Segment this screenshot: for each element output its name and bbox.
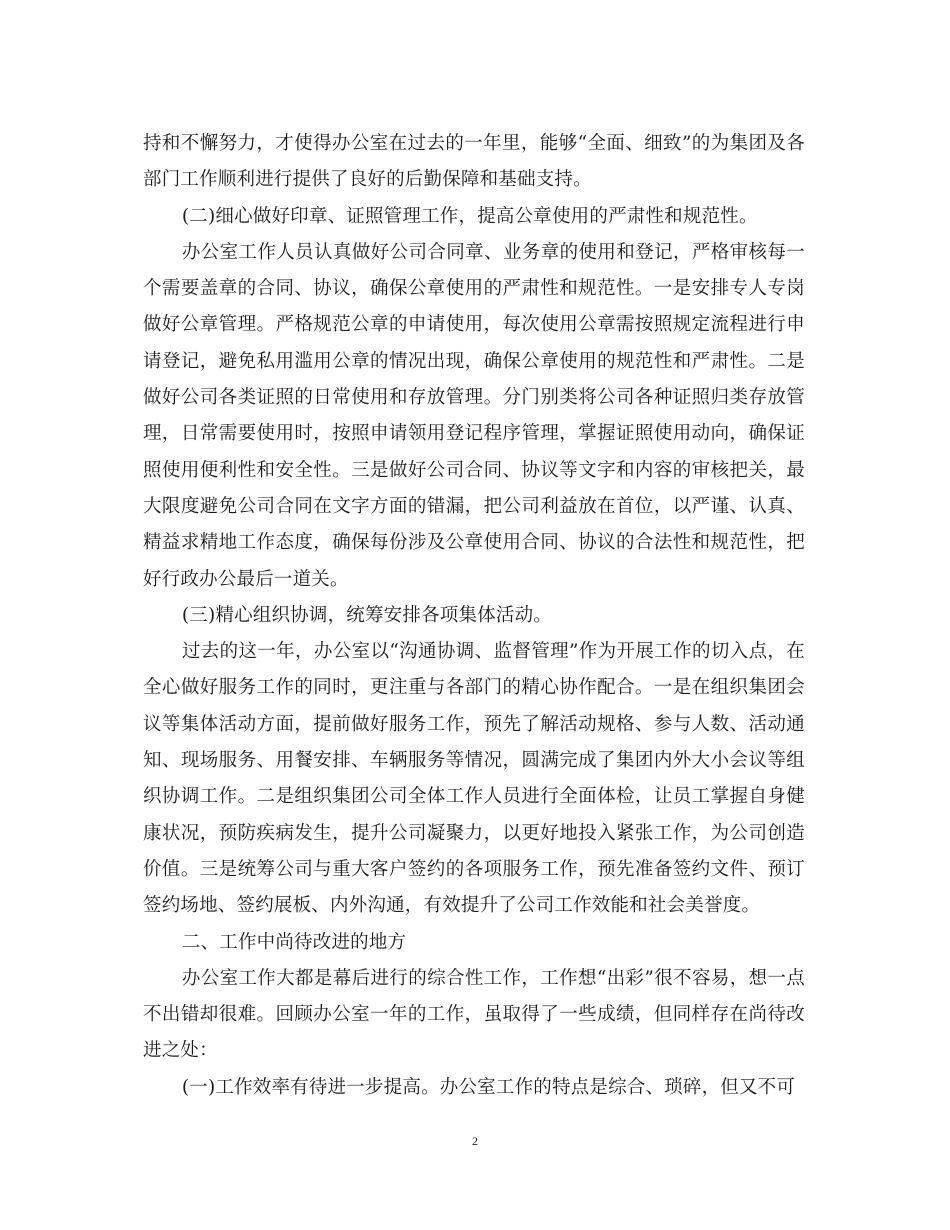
body-text	[143, 126, 805, 1106]
paragraph-improvements-intro: 办公室工作大都是幕后进行的综合性工作，工作想“出彩”很不容易，想一点不出错却很难。回顾办公室一年的工作，虽取得了一些成绩，但同样存在尚待改进之处：	[143, 967, 805, 1062]
section-heading-seal-management: (二)细心做好印章、证照管理工作，提高公章使用的严肃性和规范性。	[181, 205, 758, 227]
page-number: 2	[472, 1134, 478, 1148]
paragraph-efficiency: (一)工作效率有待进一步提高。办公室工作的特点是综合、琐碎，但又不可	[181, 1076, 796, 1098]
paragraph-continuation: 持和不懈努力，才使得办公室在过去的一年里，能够“全面、细致”的为集团及各部门工作顺利进行提供了良好的后勤保障和基础支持。	[143, 133, 805, 191]
section-heading-improvements: 二、工作中尚待改进的地方	[181, 931, 407, 953]
paragraph-collective-activities: 过去的这一年，办公室以“沟通协调、监督管理”作为开展工作的切入点，在全心做好服务工作的同时，更注重与各部门的精心协作配合。一是在组织集团会议等集体活动方面，提前做好服务工作，预先了解活动规格、参与人数、活动通知、现场服务、用餐安排、车辆服务等情况，圆满完成了集团内外大小会议等组织协调工作。二是组织集团公司全体工作人员进行全面体检，让员工掌握自身健康状况，预防疾病发生，提升公司凝聚力，以更好地投入紧张工作，为公司创造价值。三是统筹公司与重大客户签约的各项服务工作，预先准备签约文件、预订签约场地、签约展板、内外沟通，有效提升了公司工作效能和社会美誉度。	[143, 641, 805, 917]
section-heading-collective-activities: (三)精心组织协调，统筹安排各项集体活动。	[181, 604, 552, 626]
paragraph-seal-management: 办公室工作人员认真做好公司合同章、业务章的使用和登记，严格审核每一个需要盖章的合同、协议，确保公章使用的严肃性和规范性。一是安排专人专岗做好公章管理。严格规范公章的申请使用，每次使用公章需按照规定流程进行申请登记，避免私用滥用公章的情况出现，确保公章使用的规范性和严肃性。二是做好公司各类证照的日常使用和存放管理。分门别类将公司各种证照归类存放管理，日常需要使用时，按照申请领用登记程序管理，掌握证照使用动向，确保证照使用便利性和安全性。三是做好公司合同、协议等文字和内容的审核把关，最大限度避免公司合同在文字方面的错漏，把公司利益放在首位，以严谨、认真、精益求精地工作态度，确保每份涉及公章使用合同、协议的合法性和规范性，把好行政办公最后一道关。	[143, 241, 805, 590]
